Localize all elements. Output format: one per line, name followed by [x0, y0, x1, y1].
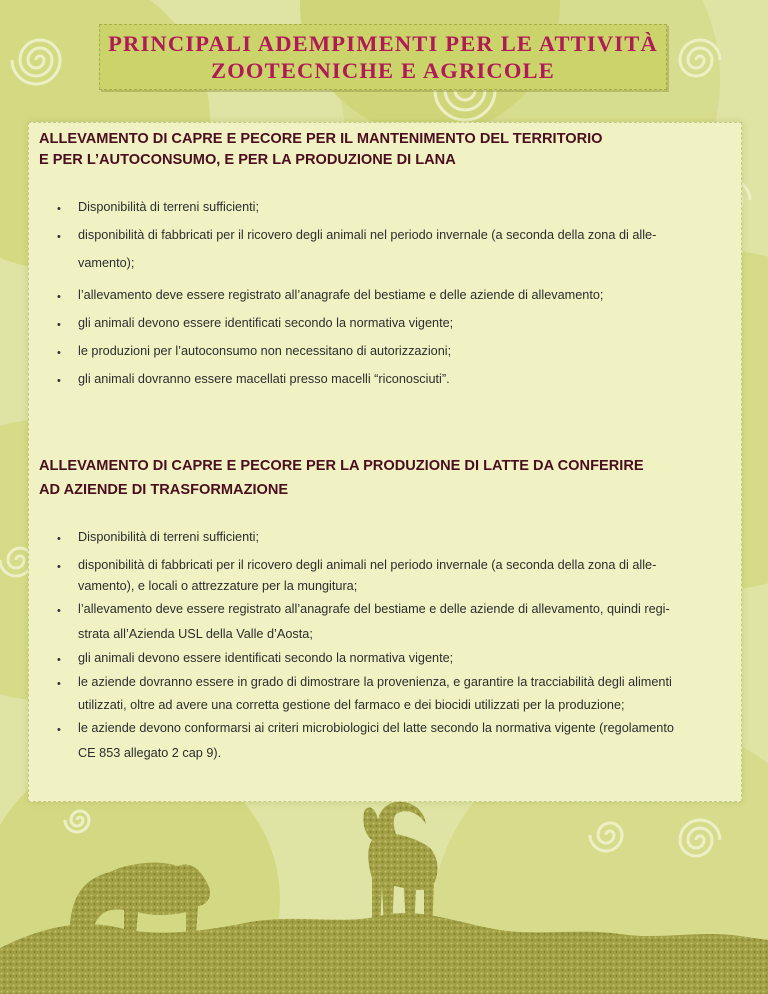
- section2-heading-line1: ALLEVAMENTO DI CAPRE E PECORE PER LA PRODUZIONE DI LATTE DA CONFERIRE: [39, 458, 644, 474]
- list-item: gli animali devono essere identificati secondo la normativa vigente;: [78, 316, 454, 330]
- ground: [0, 913, 768, 994]
- page-title-line1: PRINCIPALI ADEMPIMENTI PER LE ATTIVITÀ: [108, 31, 658, 56]
- list-item: gli animali devono essere identificati secondo la normativa vigente;: [78, 651, 454, 665]
- list-item: disponibilità di fabbricati per il ricovero degli animali nel periodo invernale (a seconda della zona di alle-: [78, 558, 657, 572]
- list-item: le aziende devono conformarsi ai criteri microbiologici del latte secondo la normativa vigente (regolamento: [78, 721, 674, 735]
- list-bullet: •: [57, 724, 61, 736]
- list-item: le produzioni per l’autoconsumo non necessitano di autorizzazioni;: [78, 344, 452, 358]
- list-bullet: •: [57, 347, 61, 359]
- hill-illustration: [0, 790, 768, 994]
- list-item: Disponibilità di terreni sufficienti;: [78, 200, 260, 214]
- list-item-continuation: utilizzati, oltre ad avere una corretta gestione del farmaco e dei biocidi utilizzati per la produzione;: [78, 698, 625, 712]
- list-bullet: •: [57, 678, 61, 690]
- title-box: [99, 24, 667, 90]
- section1-heading-line2: E PER L’AUTOCONSUMO, E PER LA PRODUZIONE DI LANA: [39, 152, 456, 168]
- list-bullet: •: [57, 203, 61, 215]
- list-bullet: •: [57, 561, 61, 573]
- list-bullet: •: [57, 375, 61, 387]
- section2-heading-line2: AD AZIENDE DI TRASFORMAZIONE: [39, 482, 289, 498]
- list-bullet: •: [57, 291, 61, 303]
- list-item: disponibilità di fabbricati per il ricovero degli animali nel periodo invernale (a seconda della zona di alle-: [78, 228, 657, 242]
- list-item: le aziende dovranno essere in grado di dimostrare la provenienza, e garantire la tracciabilità degli alimenti: [78, 675, 672, 689]
- page-title-line2: ZOOTECNICHE E AGRICOLE: [211, 58, 555, 83]
- list-item: l’allevamento deve essere registrato all’anagrafe del bestiame e delle aziende di allevamento;: [78, 288, 604, 302]
- section1-heading-line1: ALLEVAMENTO DI CAPRE E PECORE PER IL MANTENIMENTO DEL TERRITORIO: [39, 131, 603, 147]
- list-item-continuation: CE 853 allegato 2 cap 9).: [78, 746, 222, 760]
- list-bullet: •: [57, 319, 61, 331]
- list-item: Disponibilità di terreni sufficienti;: [78, 530, 260, 544]
- list-item-continuation: vamento);: [78, 256, 135, 270]
- list-item: l’allevamento deve essere registrato all’anagrafe del bestiame e delle aziende di allevamento, quindi regi-: [78, 602, 670, 616]
- list-item: gli animali dovranno essere macellati presso macelli “riconosciuti”.: [78, 372, 450, 386]
- list-bullet: •: [57, 654, 61, 666]
- list-bullet: •: [57, 605, 61, 617]
- list-item-continuation: strata all’Azienda USL della Valle d’Aosta;: [78, 627, 313, 641]
- list-item-continuation: vamento), e locali o attrezzature per la mungitura;: [78, 579, 358, 593]
- list-bullet: •: [57, 231, 61, 243]
- list-bullet: •: [57, 533, 61, 545]
- ibex-silhouette: [363, 802, 437, 930]
